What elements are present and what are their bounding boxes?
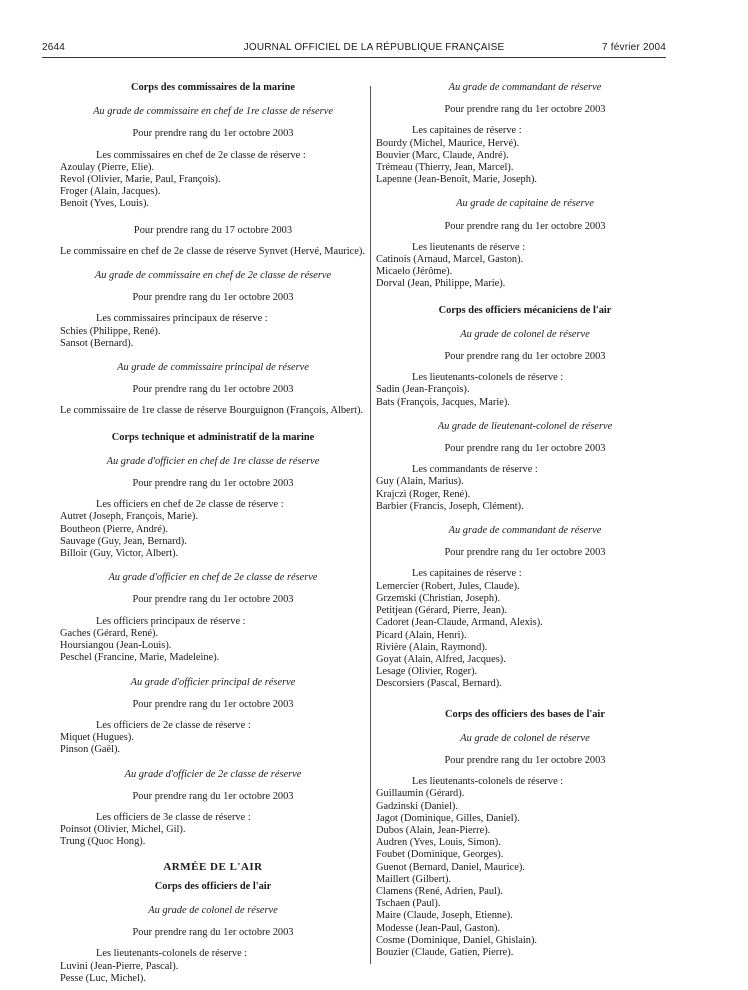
rank-date: Pour prendre rang du 1er octobre 2003 bbox=[444, 220, 606, 232]
list-item: Guillaumin (Gérard). bbox=[376, 788, 465, 800]
list-item: Guy (Alain, Marius). bbox=[376, 476, 464, 488]
rank-date: Pour prendre rang du 1er octobre 2003 bbox=[132, 478, 294, 490]
list-item: Froger (Alain, Jacques). bbox=[60, 186, 161, 198]
list-item: Foubet (Dominique, Georges). bbox=[376, 849, 504, 861]
list-item: Trémeau (Thierry, Jean, Marcel). bbox=[376, 162, 514, 174]
grade-heading: Au grade de commissaire en chef de 1re classe de réserve bbox=[93, 106, 333, 118]
grade-heading: Au grade de colonel de réserve bbox=[148, 904, 278, 916]
list-item: Clamens (René, Adrien, Paul). bbox=[376, 885, 503, 897]
list-item: Jagot (Dominique, Gilles, Daniel). bbox=[376, 812, 520, 824]
list-item: Dubos (Alain, Jean-Pierre). bbox=[376, 824, 491, 836]
list-intro: Les commissaires en chef de 2e classe de réserve : bbox=[96, 149, 306, 161]
rank-date: Pour prendre rang du 1er octobre 2003 bbox=[132, 128, 294, 140]
list-item: Billoir (Guy, Victor, Albert). bbox=[60, 548, 179, 560]
list-item: Bouvier (Marc, Claude, André). bbox=[376, 149, 509, 161]
grade-heading: Au grade de capitaine de réserve bbox=[456, 198, 594, 210]
header-rule bbox=[42, 57, 666, 58]
rank-date: Pour prendre rang du 1er octobre 2003 bbox=[132, 594, 294, 606]
list-item: Poinsot (Olivier, Michel, Gil). bbox=[60, 824, 186, 836]
list-item: Lesage (Olivier, Roger). bbox=[376, 666, 478, 678]
publication-date: 7 février 2004 bbox=[602, 42, 666, 53]
column-divider bbox=[370, 86, 371, 964]
list-item: Cosme (Dominique, Daniel, Ghislain). bbox=[376, 934, 538, 946]
list-intro: Les officiers de 2e classe de réserve : bbox=[96, 719, 251, 731]
list-intro: Les officiers en chef de 2e classe de réserve : bbox=[96, 499, 284, 511]
rank-date: Pour prendre rang du 1er octobre 2003 bbox=[444, 754, 606, 766]
list-item: Le commissaire en chef de 2e classe de réserve Synvet (Hervé, Maurice). bbox=[60, 245, 365, 257]
list-item: Tschaen (Paul). bbox=[376, 898, 441, 910]
rank-date: Pour prendre rang du 1er octobre 2003 bbox=[444, 104, 606, 116]
list-item: Guenot (Bernard, Daniel, Maurice). bbox=[376, 861, 525, 873]
division-title: ARMÉE DE L'AIR bbox=[163, 860, 263, 873]
list-intro: Les lieutenants de réserve : bbox=[412, 241, 526, 253]
rank-date: Pour prendre rang du 1er octobre 2003 bbox=[444, 443, 606, 455]
list-intro: Les lieutenants-colonels de réserve : bbox=[412, 776, 564, 788]
list-item: Maillert (Gilbert). bbox=[376, 873, 452, 885]
list-intro: Les officiers de 3e classe de réserve : bbox=[96, 811, 251, 823]
grade-heading: Au grade de lieutenant-colonel de réserve bbox=[437, 420, 613, 432]
list-item: Bouzier (Claude, Gatien, Pierre). bbox=[376, 946, 514, 958]
list-item: Modesse (Jean-Paul, Gaston). bbox=[376, 922, 501, 934]
list-item: Lemercier (Robert, Jules, Claude). bbox=[376, 580, 520, 592]
list-item: Bats (François, Jacques, Marie). bbox=[376, 396, 510, 408]
list-item: Bourdy (Michel, Maurice, Hervé). bbox=[376, 137, 520, 149]
list-item: Luvini (Jean-Pierre, Pascal). bbox=[60, 960, 179, 972]
grade-heading: Au grade d'officier de 2e classe de réserve bbox=[124, 768, 302, 780]
grade-heading: Au grade d'officier en chef de 1re classe de réserve bbox=[106, 455, 320, 467]
left-column bbox=[60, 82, 366, 985]
list-item: Catinois (Arnaud, Marcel, Gaston). bbox=[376, 254, 524, 266]
rank-date: Pour prendre rang du 1er octobre 2003 bbox=[132, 927, 294, 939]
list-item: Grzemski (Christian, Joseph). bbox=[376, 592, 501, 604]
list-item: Krajczi (Roger, René). bbox=[376, 488, 471, 500]
rank-date: Pour prendre rang du 17 octobre 2003 bbox=[133, 224, 293, 236]
journal-title: JOURNAL OFFICIEL DE LA RÉPUBLIQUE FRANÇAISE bbox=[243, 42, 505, 53]
list-intro: Les lieutenants-colonels de réserve : bbox=[412, 372, 564, 384]
rank-date: Pour prendre rang du 1er octobre 2003 bbox=[444, 547, 606, 559]
list-item: Trung (Quoc Hong). bbox=[60, 836, 146, 848]
section-title: Corps des officiers mécaniciens de l'air bbox=[438, 304, 612, 316]
grade-heading: Au grade d'officier principal de réserve bbox=[130, 676, 296, 688]
list-item: Rivière (Alain, Raymond). bbox=[376, 641, 488, 653]
list-item: Schies (Philippe, René). bbox=[60, 325, 161, 337]
rank-date: Pour prendre rang du 1er octobre 2003 bbox=[444, 351, 606, 363]
list-item: Boutheon (Pierre, André). bbox=[60, 523, 168, 535]
list-item: Descorsiers (Pascal, Bernard). bbox=[376, 678, 502, 690]
list-item: Barbier (Francis, Joseph, Clément). bbox=[376, 500, 524, 512]
list-item: Audren (Yves, Louis, Simon). bbox=[376, 837, 501, 849]
list-item: Le commissaire de 1re classe de réserve Bourguignon (François, Albert). bbox=[60, 405, 364, 417]
list-item: Micaelo (Jérôme). bbox=[376, 266, 453, 278]
page-header bbox=[0, 0, 748, 60]
list-item: Autret (Joseph, François, Marie). bbox=[60, 511, 198, 523]
list-item: Dorval (Jean, Philippe, Marie). bbox=[376, 278, 506, 290]
grade-heading: Au grade de commandant de réserve bbox=[448, 525, 602, 537]
list-intro: Les capitaines de réserve : bbox=[412, 568, 522, 580]
grade-heading: Au grade de commissaire principal de réserve bbox=[117, 362, 309, 374]
section-title: Corps technique et administratif de la marine bbox=[111, 431, 315, 443]
list-item: Gadzinski (Daniel). bbox=[376, 800, 458, 812]
list-item: Miquet (Hugues). bbox=[60, 732, 134, 744]
list-item: Goyat (Alain, Alfred, Jacques). bbox=[376, 653, 506, 665]
grade-heading: Au grade de commissaire en chef de 2e classe de réserve bbox=[94, 270, 332, 282]
list-item: Sadin (Jean-François). bbox=[376, 384, 470, 396]
rank-date: Pour prendre rang du 1er octobre 2003 bbox=[132, 790, 294, 802]
page-number: 2644 bbox=[42, 42, 66, 53]
right-column bbox=[376, 82, 674, 959]
grade-heading: Au grade de commandant de réserve bbox=[448, 82, 602, 93]
list-item: Pinson (Gaël). bbox=[60, 744, 121, 756]
section-title: Corps des officiers des bases de l'air bbox=[445, 708, 605, 720]
grade-heading: Au grade de colonel de réserve bbox=[460, 328, 590, 340]
list-intro: Les commandants de réserve : bbox=[412, 464, 538, 476]
list-intro: Les lieutenants-colonels de réserve : bbox=[96, 948, 248, 960]
list-item: Revol (Olivier, Marie, Paul, François). bbox=[60, 174, 221, 186]
section-title: Corps des officiers de l'air bbox=[154, 880, 272, 892]
list-item: Azoulay (Pierre, Elie). bbox=[60, 161, 155, 173]
list-item: Pesse (Luc, Michel). bbox=[60, 972, 146, 984]
list-item: Hoursiangou (Jean-Louis). bbox=[60, 640, 172, 652]
rank-date: Pour prendre rang du 1er octobre 2003 bbox=[132, 384, 294, 396]
grade-heading: Au grade de colonel de réserve bbox=[460, 732, 590, 744]
list-intro: Les commissaires principaux de réserve : bbox=[96, 313, 268, 325]
grade-heading: Au grade d'officier en chef de 2e classe de réserve bbox=[108, 572, 318, 584]
section-title: Corps des commissaires de la marine bbox=[130, 82, 296, 93]
list-item: Gaches (Gérard, René). bbox=[60, 627, 159, 639]
list-item: Benoit (Yves, Louis). bbox=[60, 198, 149, 210]
list-item: Petitjean (Gérard, Pierre, Jean). bbox=[376, 605, 507, 617]
list-item: Peschel (Francine, Marie, Madeleine). bbox=[60, 652, 220, 664]
list-item: Picard (Alain, Henri). bbox=[376, 629, 467, 641]
rank-date: Pour prendre rang du 1er octobre 2003 bbox=[132, 292, 294, 304]
list-item: Sansot (Bernard). bbox=[60, 337, 134, 349]
rank-date: Pour prendre rang du 1er octobre 2003 bbox=[132, 698, 294, 710]
list-item: Maire (Claude, Joseph, Etienne). bbox=[376, 910, 513, 922]
list-item: Sauvage (Guy, Jean, Bernard). bbox=[60, 535, 187, 547]
list-intro: Les capitaines de réserve : bbox=[412, 125, 522, 137]
list-item: Lapenne (Jean-Benoît, Marie, Joseph). bbox=[376, 174, 537, 186]
list-intro: Les officiers principaux de réserve : bbox=[96, 615, 246, 627]
list-item: Cadoret (Jean-Claude, Armand, Alexis). bbox=[376, 617, 543, 629]
